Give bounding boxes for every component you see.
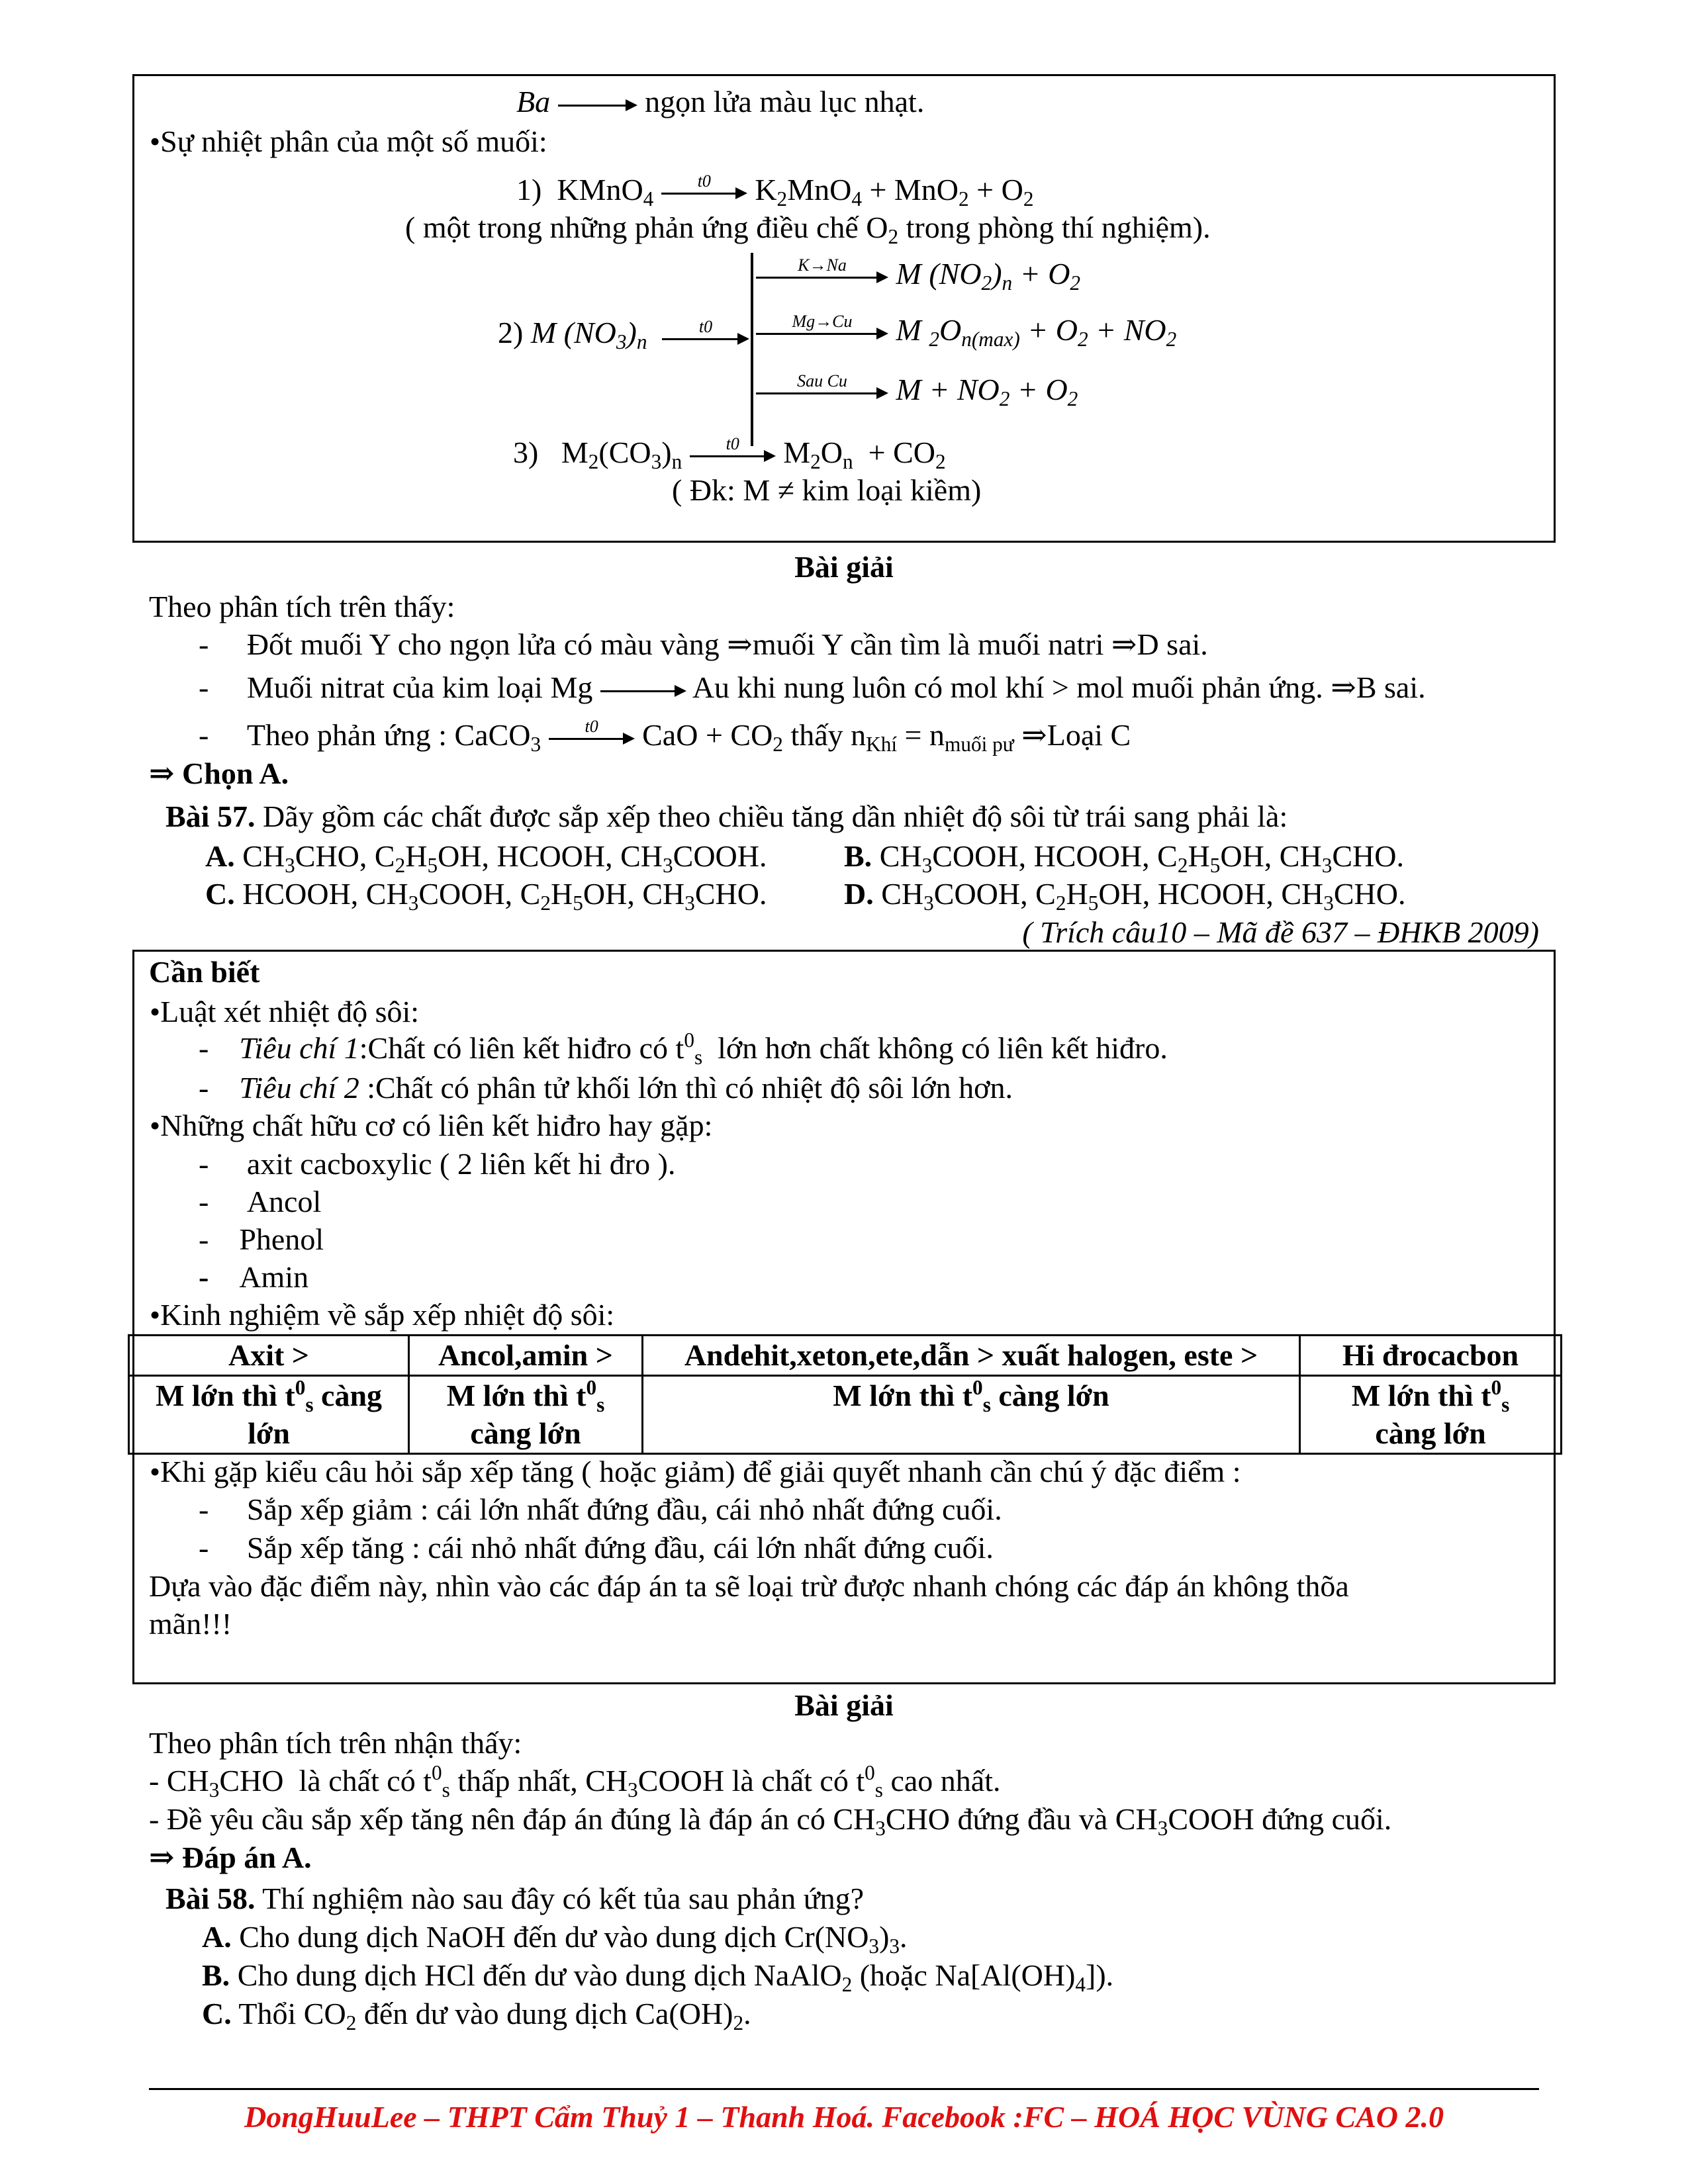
table-header-cell: Axit > [129, 1336, 409, 1376]
solution-1-line-1: - Đốt muối Y cho ngọn lửa có màu vàng ⇒muối Y cần tìm là muối natri ⇒D sai. [199, 627, 1208, 661]
footer-divider [149, 2088, 1539, 2090]
reaction-arrow: t0 [661, 179, 747, 206]
page-footer: DongHuuLee – THPT Cẩm Thuỷ 1 – Thanh Hoá. Facebook :FC – HOÁ HỌC VÙNG CAO 2.0 [244, 2100, 1444, 2134]
ba-element: Ba [516, 85, 551, 118]
table-cell: M lớn thì $t^0_s$ càng lớn [1300, 1375, 1562, 1453]
solution-1-heading: Bài giải [794, 550, 894, 584]
table-header-cell: Ancol,amin > [409, 1336, 643, 1376]
solution-2-line-2: - Đề yêu cầu sắp xếp tăng nên đáp án đúng là đáp án có $CH_3CHO$ đứng đầu và $CH_3COOH$ đứng cuối. [149, 1802, 1392, 1840]
criterion-2: - Tiêu chí 2 :Chất có phân tử khối lớn thì có nhiệt độ sôi lớn hơn. [199, 1071, 1013, 1105]
hbond-item: - Ancol [199, 1185, 322, 1218]
bullet-icon: • [150, 1455, 161, 1488]
ba-flame-line [516, 83, 924, 121]
bullet-icon: • [150, 995, 161, 1028]
solution-1-line-3: - Theo phản ứng : CaCO$_3$ t0 CaO + $CO_2$ thấy $n_{Khí} = n_{muối pư}$ ⇒Loại C [199, 717, 1131, 756]
solution-2-heading: Bài giải [794, 1688, 894, 1722]
q57-source: ( Trích câu10 – Mã đề 637 – ĐHKB 2009) [1022, 915, 1539, 949]
table-header-row [129, 1336, 1562, 1376]
solution-2-intro: Theo phân tích trên nhận thấy: [149, 1726, 522, 1760]
rule-title: •Luật xét nhiệt độ sôi: [150, 995, 420, 1028]
bullet-icon: • [150, 1298, 161, 1332]
reaction-arrow [558, 91, 637, 118]
reaction-3: 3) $M_2(CO_3)_n$ t0 $M_2O_n + CO_2$ [513, 434, 946, 473]
table-cell: M lớn thì $t^0_s$ càng lớn [643, 1375, 1300, 1453]
hbond-item: - axit cacboxylic ( 2 liên kết hi đro ). [199, 1147, 676, 1181]
hbond-item: - Phenol [199, 1222, 324, 1256]
solution-1-intro: Theo phân tích trên thấy: [149, 590, 455, 623]
thermal-title: •Sự nhiệt phân của một số muối: [150, 124, 547, 158]
reaction-3-note: ( Đk: M ≠ kim loại kiềm) [672, 473, 982, 507]
experience-title: •Kinh nghiệm về sắp xếp nhiệt độ sôi: [150, 1298, 615, 1332]
q57-option-b[interactable]: B. $CH_3COOH$, HCOOH, $C_2H_5OH$, $CH_3CHO$. [844, 839, 1404, 877]
tip-4: mãn!!! [149, 1607, 232, 1641]
bullet-icon: • [150, 124, 161, 158]
reaction-2-branch-3: Sau Cu $M + NO_2 + O_2$ [756, 371, 1078, 409]
question-57: Bài 57. Dãy gồm các chất được sắp xếp theo chiều tăng dần nhiệt độ sôi từ trái sang phải là: [165, 799, 1288, 833]
tip-2: - Sắp xếp tăng : cái nhỏ nhất đứng đầu, cái lớn nhất đứng cuối. [199, 1531, 994, 1565]
reaction-1: 1) KMnO$_4$ t0 $K_2MnO_4 + MnO_2 + O_2$ [516, 171, 1034, 210]
solution-1-line-2: - Muối nitrat của kim loại Mg Au khi nung luôn có mol khí > mol muối phản ứng. ⇒B sai. [199, 670, 1426, 704]
table-header-cell: Hi đrocacbon [1300, 1336, 1562, 1376]
reaction-1-products: $K_2MnO_4 + MnO_2 + O_2$ [755, 173, 1034, 210]
table-header-cell: Andehit,xeton,ete,dẫn > xuất halogen, este > [643, 1336, 1300, 1376]
knowledge-title: Cần biết [149, 955, 260, 989]
tip-3: Dựa vào đặc điểm này, nhìn vào các đáp án ta sẽ loại trừ được nhanh chóng các đáp án không thõa [149, 1569, 1349, 1603]
reaction-2-arrow: t0 [662, 316, 749, 355]
q57-option-c[interactable]: C. HCOOH, $CH_3COOH$, $C_2H_5OH$, $CH_3CHO$. [205, 877, 767, 915]
q57-option-d[interactable]: D. $CH_3COOH$, $C_2H_5OH$, HCOOH, $CH_3CHO$. [844, 877, 1406, 915]
question-58: Bài 58. Thí nghiệm nào sau đây có kết tủa sau phản ứng? [165, 1882, 865, 1915]
hbond-item: - Amin [199, 1260, 309, 1294]
solution-2-line-1: - $CH_3CHO$ là chất có $t^0_s$ thấp nhất, $CH_3COOH$ là chất có $t^0_s$ cao nhất. [149, 1760, 1001, 1801]
reaction-2-left: 2) M $(NO_3)_n$ [498, 316, 647, 353]
table-cell: M lớn thì $t^0_s$ càng lớn [409, 1375, 643, 1453]
q58-option-a[interactable]: A. Cho dung dịch NaOH đến dư vào dung dịch $Cr(NO_3)_3$. [202, 1920, 908, 1958]
table-cell: M lớn thì $t^0_s$ càng lớn [129, 1375, 409, 1453]
solution-1-choice: ⇒ Chọn A. [149, 756, 289, 790]
q58-option-b[interactable]: B. Cho dung dịch HCl đến dư vào dung dịch NaAlO$_2$ (hoặc $Na[Al(OH)_4]$). [202, 1958, 1114, 1996]
reaction-2-branch-2: Mg→Cu M $_2O_{n(max)} + O_2 + NO_2$ [756, 311, 1176, 349]
q57-option-a[interactable]: A. $CH_3CHO$, $C_2H_5OH$, HCOOH, $CH_3COOH$. [205, 839, 767, 877]
reaction-1-note: ( một trong những phản ứng điều chế $O_2$ trong phòng thí nghiệm). [405, 210, 1211, 248]
reaction-2-branch-1: K→Na M $(NO_2)_n + O_2$ [756, 255, 1080, 293]
criterion-1: - Tiêu chí 1:Chất có liên kết hiđro có $t^0_s$ lớn hơn chất không có liên kết hiđro. [199, 1028, 1168, 1069]
reaction-2-brace [751, 253, 753, 446]
q58-option-c[interactable]: C. Thổi $CO_2$ đến dư vào dung dịch $Ca(OH)_2$. [202, 1997, 751, 2034]
table-row [129, 1375, 1562, 1453]
ba-flame-text: ngọn lửa màu lục nhạt. [645, 85, 925, 118]
bullet-icon: • [150, 1109, 161, 1142]
solution-2-answer: ⇒ Đáp án A. [149, 1841, 312, 1874]
boiling-point-table [128, 1334, 1562, 1455]
tip-title: •Khi gặp kiểu câu hỏi sắp xếp tăng ( hoặc giảm) để giải quyết nhanh cần chú ý đặc điểm : [150, 1455, 1241, 1488]
tip-1: - Sắp xếp giảm : cái lớn nhất đứng đầu, cái nhỏ nhất đứng cuối. [199, 1492, 1002, 1526]
hbond-title: •Những chất hữu cơ có liên kết hiđro hay gặp: [150, 1109, 713, 1142]
